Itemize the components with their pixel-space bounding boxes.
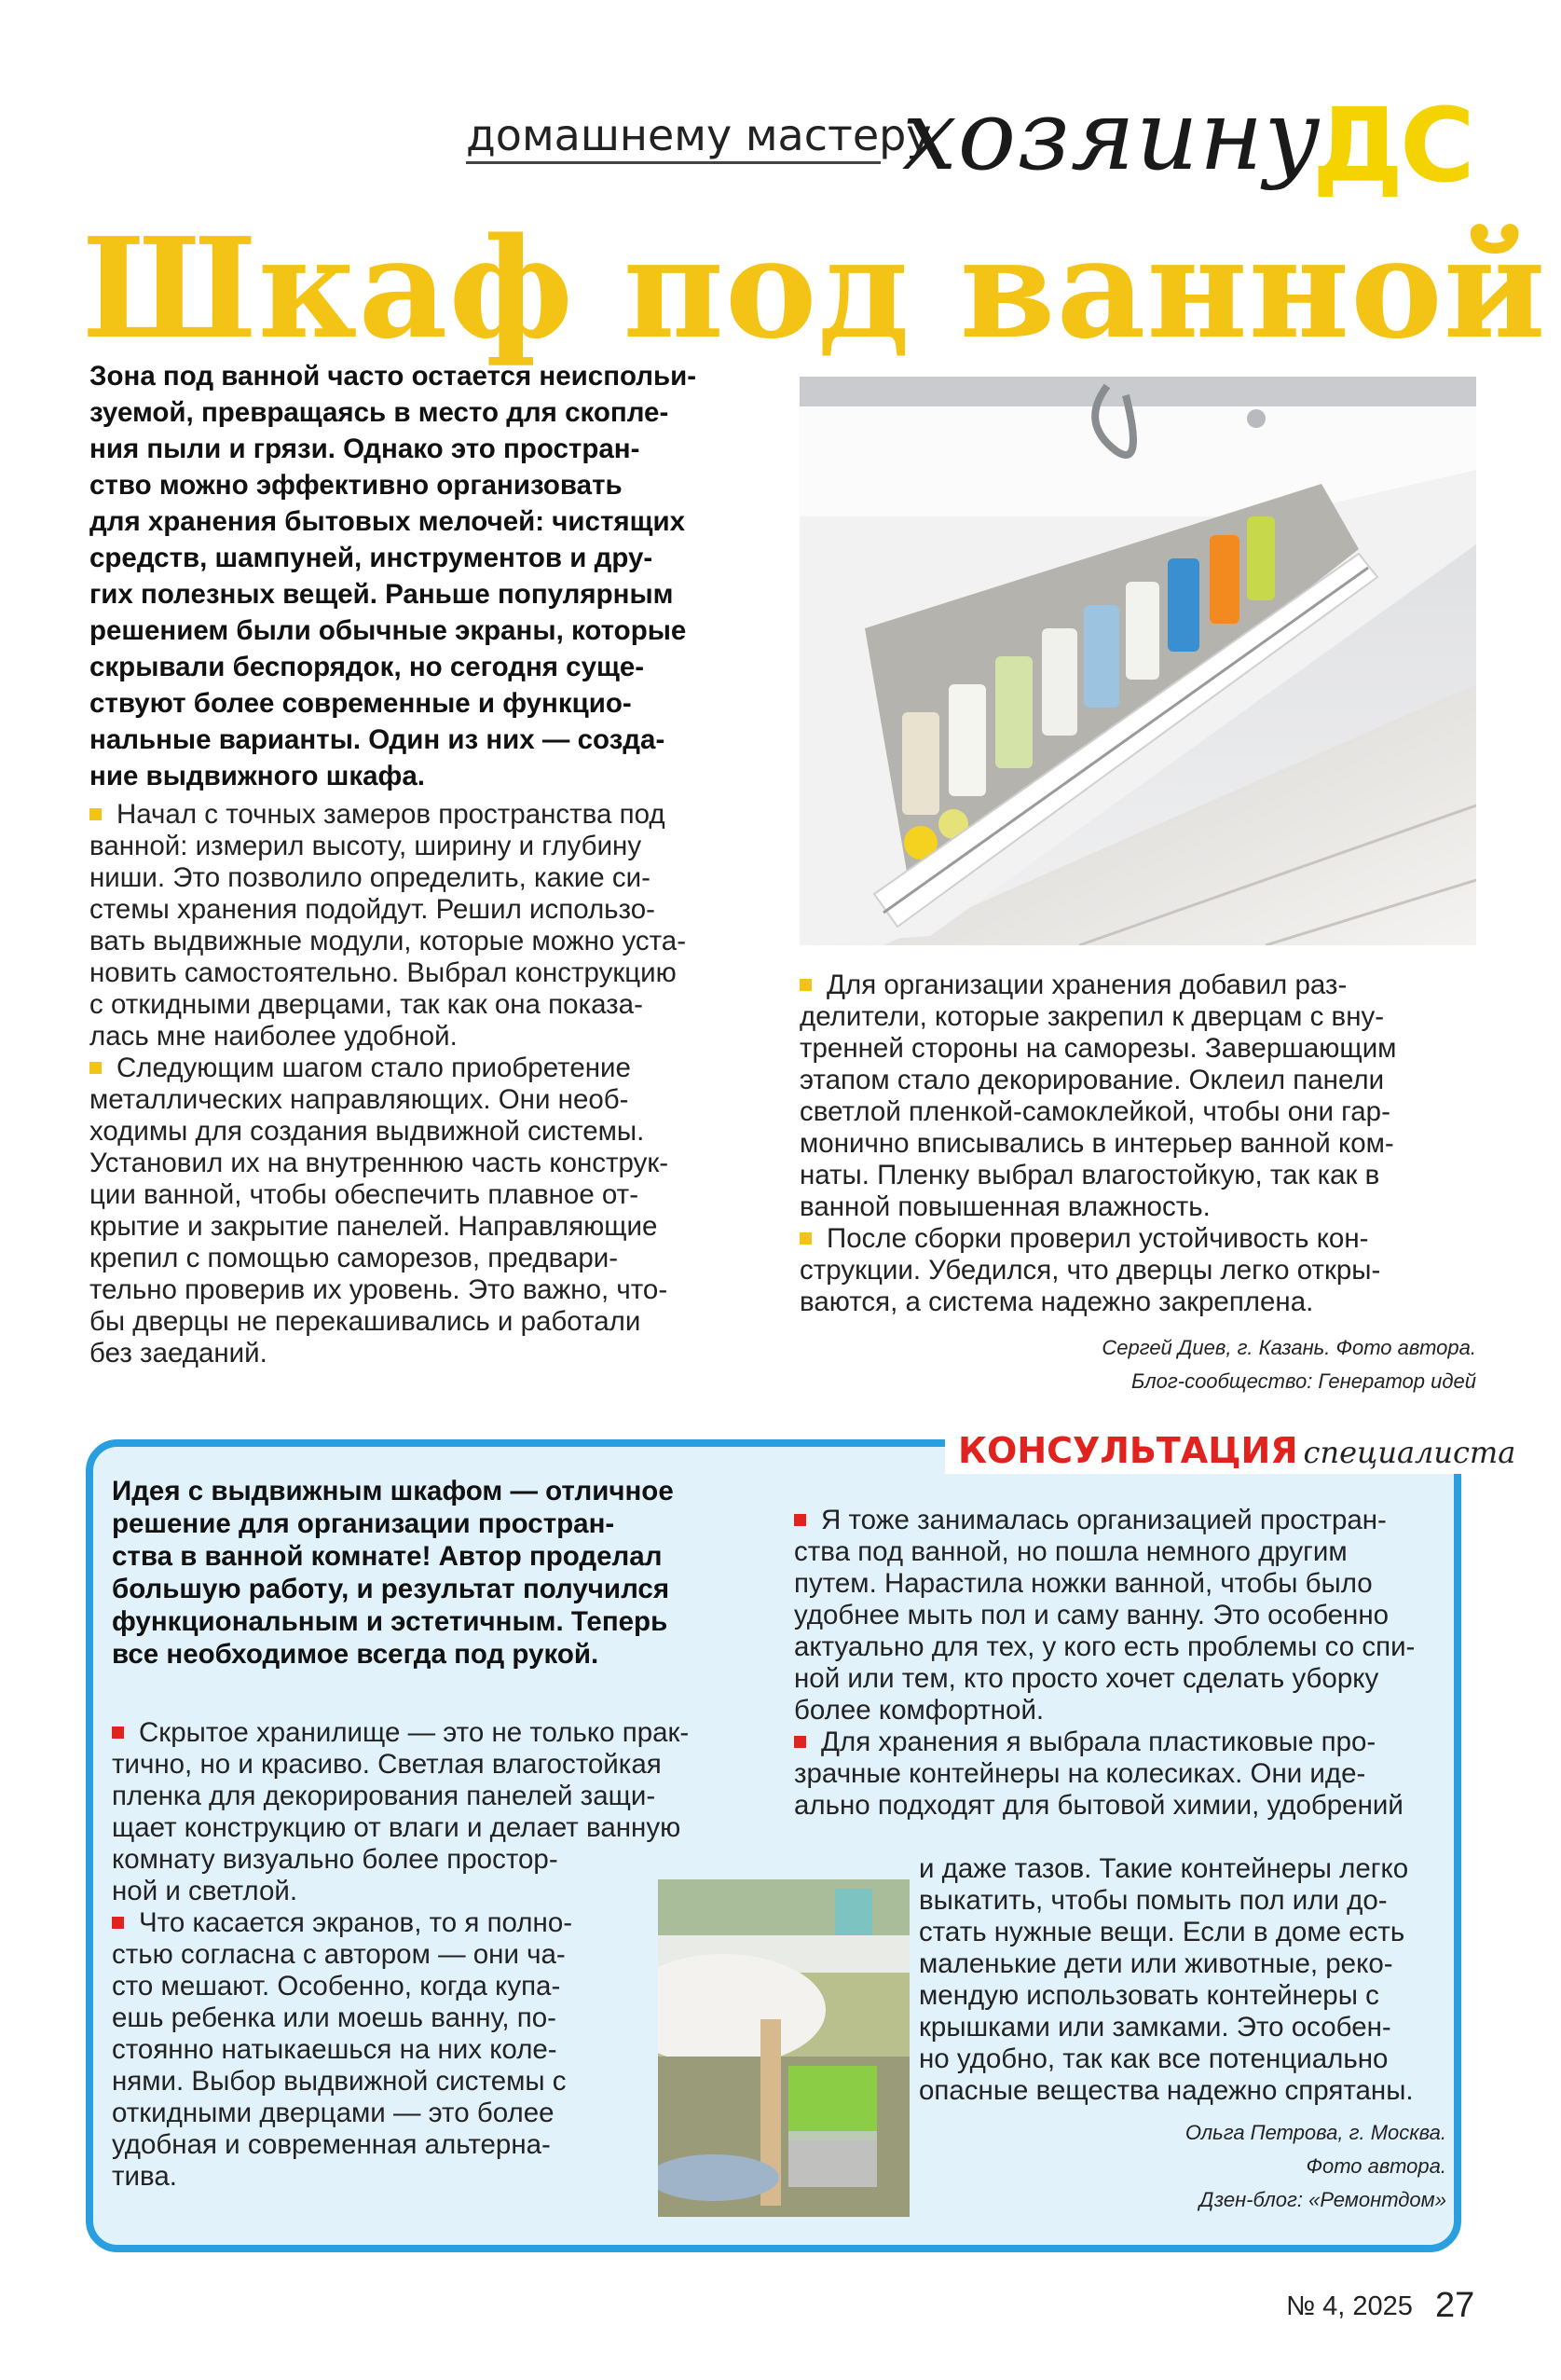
paragraph-line: мендую использовать контейнеры с xyxy=(919,1980,1379,2011)
paragraph-line: ниши. Это позволило определить, какие си- xyxy=(89,862,650,893)
consultant-credit xyxy=(919,2116,1446,2217)
paragraph-line: тельно проверив их уровень. Это важно, что- xyxy=(89,1274,668,1305)
paragraph-line: выкатить, чтобы помыть пол или до- xyxy=(919,1885,1388,1916)
paragraph-line: путем. Нарастила ножки ванной, чтобы было xyxy=(794,1568,1373,1599)
paragraph-line: ции ванной, чтобы обеспечить плавное от- xyxy=(89,1179,639,1210)
lead-line: функциональным и эстетичным. Теперь xyxy=(112,1606,668,1637)
lead-line: ства в ванной комнате! Автор проделал xyxy=(112,1541,663,1572)
consultation-label xyxy=(945,1427,1528,1474)
containers-photo-illustration xyxy=(658,1879,910,2217)
lead-line: гих полезных вещей. Раньше популярным xyxy=(89,579,674,610)
paragraph-line: ной и светлой. xyxy=(112,1876,298,1906)
lead-line: Зона под ванной часто остается неиспольи- xyxy=(89,361,697,392)
bullet-marker xyxy=(794,1736,806,1748)
bathtub-photo-illustration xyxy=(800,377,1476,945)
page-number: 27 xyxy=(1435,2286,1475,2325)
author-credit xyxy=(800,1331,1476,1398)
paragraph-line: крытие и закрытие панелей. Направляющие xyxy=(89,1211,658,1242)
paragraph-line: ешь ребенка или моешь ванну, по- xyxy=(112,2002,556,2033)
paragraph-line: Начал с точных замеров пространства под xyxy=(116,799,665,830)
section-title: хозяину xyxy=(902,78,1321,192)
article-lead xyxy=(89,358,762,794)
paragraph-line: и даже тазов. Такие контейнеры легко xyxy=(919,1853,1409,1884)
paragraph-line: ства под ванной, но пошла немного другим xyxy=(794,1536,1348,1567)
paragraph-line: ально подходят для бытовой химии, удобрений xyxy=(794,1790,1404,1821)
paragraph-line: Следующим шагом стало приобретение xyxy=(116,1052,631,1083)
paragraph-line: Скрытое хранилище — это не только прак- xyxy=(139,1717,690,1748)
lead-line: решение для организации простран- xyxy=(112,1508,615,1539)
paragraph-line: После сборки проверил устойчивость кон- xyxy=(827,1223,1369,1254)
lead-line: ния пыли и грязи. Однако это простран- xyxy=(89,433,640,464)
lead-line: для хранения бытовых мелочей: чистящих xyxy=(89,506,686,537)
paragraph-line: стемы хранения подойдут. Решил использо- xyxy=(89,894,655,925)
credit-line: Дзен-блог: «Ремонтдом» xyxy=(1198,2188,1446,2211)
bullet-marker xyxy=(89,808,102,820)
paragraph-line: Я тоже занималась организацией простран- xyxy=(821,1505,1387,1535)
paragraph-line: но удобно, так как все потенциально xyxy=(919,2043,1389,2074)
paragraph-line: бы дверцы не перекашивались и работали xyxy=(89,1306,641,1337)
bullet-marker xyxy=(800,1232,812,1245)
paragraph-line: откидными дверцами — это более xyxy=(112,2098,555,2128)
paragraph-line: струкции. Убедился, что дверцы легко откры- xyxy=(800,1255,1381,1286)
paragraph-line: новить самостоятельно. Выбрал конструкцию xyxy=(89,957,677,988)
kicker-underline xyxy=(466,161,881,164)
storage-containers-photo xyxy=(658,1879,910,2217)
consultation-right-column-wrap xyxy=(919,1853,1446,2107)
consultation-lead xyxy=(112,1475,783,1671)
paragraph-line: вать выдвижные модули, которые можно уста- xyxy=(89,926,687,956)
paragraph-line: крепил с помощью саморезов, предвари- xyxy=(89,1243,619,1273)
paragraph-line: крышками или замками. Это особен- xyxy=(919,2012,1391,2043)
paragraph-line: тива. xyxy=(112,2161,177,2192)
paragraph-line: ходимы для создания выдвижной системы. xyxy=(89,1116,645,1147)
paragraph-line: делители, которые закрепил к дверцам с вну- xyxy=(800,1001,1385,1032)
paragraph-line: тренней стороны на саморезы. Завершающим xyxy=(800,1033,1397,1064)
paragraph-line: щает конструкцию от влаги и делает ванную xyxy=(112,1812,681,1843)
paragraph-line: лась мне наиболее удобной. xyxy=(89,1021,458,1052)
credit-line: Блог-сообщество: Генератор идей xyxy=(1130,1369,1476,1393)
paragraph-line: этапом стало декорирование. Оклеил панели xyxy=(800,1065,1385,1095)
paragraph-line: Установил их на внутреннюю часть конструк- xyxy=(89,1148,669,1178)
article-right-column xyxy=(800,970,1476,1318)
credit-line: Ольга Петрова, г. Москва. xyxy=(1184,2121,1446,2144)
bullet-marker xyxy=(794,1514,806,1526)
paragraph-line: пленка для декорирования панелей защи- xyxy=(112,1781,656,1811)
bullet-marker xyxy=(800,979,812,991)
lead-line: скрывали беспорядок, но сегодня суще- xyxy=(89,652,645,682)
paragraph-line: актуально для тех, у кого есть проблемы со спи- xyxy=(794,1631,1416,1662)
article-left-column xyxy=(89,799,762,1369)
lead-line: ство можно эффективно организовать xyxy=(89,470,623,501)
paragraph-line: тично, но и красиво. Светлая влагостойкая xyxy=(112,1749,662,1780)
paragraph-line: металлических направляющих. Они необ- xyxy=(89,1084,629,1115)
paragraph-line: с откидными дверцами, так как она показа- xyxy=(89,989,643,1020)
paragraph-line: светлой пленкой-самоклейкой, чтобы они гар- xyxy=(800,1096,1390,1127)
paragraph-line: наты. Пленку выбрал влагостойкую, так как в xyxy=(800,1160,1380,1190)
bullet-marker xyxy=(89,1062,102,1074)
paragraph-line: ваются, а система надежно закреплена. xyxy=(800,1286,1314,1317)
lead-line: решением были обычные экраны, которые xyxy=(89,615,687,646)
lead-line: ние выдвижного шкафа. xyxy=(89,761,425,791)
article-title: Шкаф под ванной xyxy=(82,207,1547,369)
paragraph-line: Что касается экранов, то я полно- xyxy=(139,1907,573,1938)
bullet-marker xyxy=(112,1727,124,1739)
paragraph-line: сто мешают. Особенно, когда купа- xyxy=(112,1971,561,2002)
lead-line: все необходимое всегда под рукой. xyxy=(112,1639,599,1670)
consultation-right-column xyxy=(794,1505,1446,1822)
lead-line: ствуют более современные и функцио- xyxy=(89,688,632,719)
paragraph-line: стоянно натыкаешься на них коле- xyxy=(112,2034,557,2065)
paragraph-line: более комфортной. xyxy=(794,1695,1045,1726)
brand-logo: ДС xyxy=(1312,86,1472,205)
paragraph-line: ванной: измерил высоту, ширину и глубину xyxy=(89,831,642,861)
lead-line: нальные варианты. Один из них — созда- xyxy=(89,724,665,755)
paragraph-line: монично вписывались в интерьер ванной ком- xyxy=(800,1128,1394,1159)
section-kicker: домашнему мастеру xyxy=(466,110,932,160)
issue-number: № 4, 2025 xyxy=(1286,2291,1413,2321)
paragraph-line: нями. Выбор выдвижной системы с xyxy=(112,2066,567,2097)
bullet-marker xyxy=(112,1917,124,1929)
paragraph-line: комнату визуально более простор- xyxy=(112,1844,558,1875)
paragraph-line: Для организации хранения добавил раз- xyxy=(827,970,1348,1000)
consultation-subtitle: специалиста xyxy=(1303,1435,1516,1470)
lead-line: зуемой, превращаясь в место для скопле- xyxy=(89,397,669,428)
paragraph-line: маленькие дети или животные, реко- xyxy=(919,1948,1393,1979)
credit-line: Сергей Диев, г. Казань. Фото автора. xyxy=(1102,1336,1476,1359)
consultation-title: КОНСУЛЬТАЦИЯ xyxy=(958,1430,1298,1471)
paragraph-line: опасные вещества надежно спрятаны. xyxy=(919,2075,1414,2106)
paragraph-line: без заеданий. xyxy=(89,1338,267,1369)
paragraph-line: ной или тем, кто просто хочет сделать уборку xyxy=(794,1663,1379,1694)
paragraph-line: удобнее мыть пол и саму ванну. Это особенно xyxy=(794,1600,1390,1630)
bathtub-cabinet-photo xyxy=(800,377,1476,945)
paragraph-line: зрачные контейнеры на колесиках. Они иде- xyxy=(794,1758,1366,1789)
paragraph-line: Для хранения я выбрала пластиковые про- xyxy=(821,1727,1376,1757)
credit-line: Фото автора. xyxy=(1306,2154,1446,2178)
lead-line: большую работу, и результат получился xyxy=(112,1574,670,1604)
paragraph-line: стью согласна с автором — они ча- xyxy=(112,1939,566,1970)
paragraph-line: стать нужные вещи. Если в доме есть xyxy=(919,1917,1405,1947)
paragraph-line: ванной повышенная влажность. xyxy=(800,1191,1211,1222)
lead-line: средств, шампуней, инструментов и дру- xyxy=(89,543,653,573)
paragraph-line: удобная и современная альтерна- xyxy=(112,2129,551,2160)
lead-line: Идея с выдвижным шкафом — отличное xyxy=(112,1476,674,1506)
